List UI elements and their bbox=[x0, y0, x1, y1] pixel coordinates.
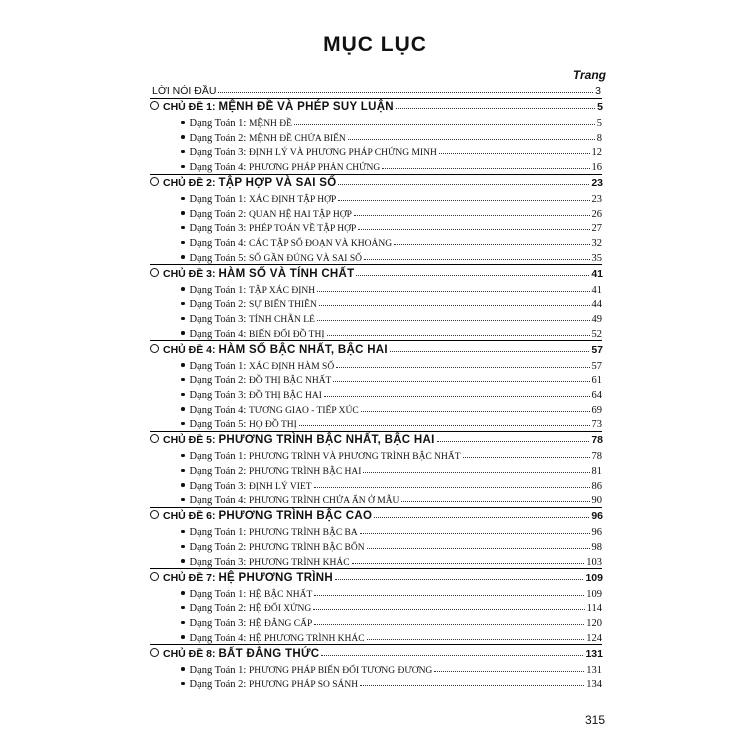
entry-page: 96 bbox=[591, 510, 603, 523]
circle-bullet-icon bbox=[150, 268, 159, 277]
entry-prefix: Dạng Toán 2: bbox=[189, 603, 247, 615]
entry-label bbox=[181, 329, 325, 340]
section-entry bbox=[181, 598, 602, 614]
entry-prefix: Dạng Toán 2: bbox=[189, 375, 247, 387]
entry-page: 23 bbox=[591, 177, 603, 190]
entry-prefix: Dạng Toán 4: bbox=[189, 238, 247, 249]
dot-bullet-icon bbox=[181, 241, 185, 245]
entry-label bbox=[181, 679, 358, 690]
entry-page: 16 bbox=[591, 162, 602, 173]
entry-page: 52 bbox=[591, 328, 602, 340]
entry-title: PHƯƠNG TRÌNH BẬC BỐN bbox=[248, 543, 365, 553]
entry-prefix: Dạng Toán 1: bbox=[189, 664, 247, 676]
dot-bullet-icon bbox=[181, 483, 185, 487]
entry-prefix: CHỦ ĐỀ 7: bbox=[163, 571, 216, 584]
section-entry bbox=[181, 218, 602, 234]
entry-page: 78 bbox=[591, 451, 602, 463]
entry-prefix: Dạng Toán 3: bbox=[189, 314, 247, 325]
entry-prefix: LỜI NÓI ĐẦU bbox=[152, 85, 217, 97]
entry-title: PHÉP TOÁN VỀ TẬP HỢP bbox=[248, 224, 357, 235]
dot-leader bbox=[367, 639, 585, 640]
entry-prefix: CHỦ ĐỀ 4: bbox=[163, 343, 216, 356]
entry-title: PHƯƠNG TRÌNH BẬC HAI bbox=[248, 467, 362, 477]
dot-bullet-icon bbox=[181, 363, 185, 367]
entry-label bbox=[150, 268, 354, 280]
dot-leader bbox=[317, 320, 590, 321]
dot-bullet-icon bbox=[181, 407, 185, 411]
dot-bullet-icon bbox=[181, 150, 185, 154]
entry-page: 61 bbox=[591, 375, 602, 387]
entry-page: 114 bbox=[586, 603, 602, 615]
entry-title: MỆNH ĐỀ bbox=[248, 119, 292, 130]
section-entry bbox=[181, 248, 602, 264]
entry-title: HỆ PHƯƠNG TRÌNH bbox=[218, 571, 334, 584]
section-entry bbox=[181, 476, 602, 492]
section-entry bbox=[181, 584, 602, 600]
section-entry bbox=[181, 414, 602, 430]
page-column-label: Trang bbox=[572, 68, 606, 82]
entry-title: PHƯƠNG TRÌNH BẬC NHẤT, BẬC HAI bbox=[218, 434, 435, 447]
entry-prefix: Dạng Toán 1: bbox=[189, 284, 247, 296]
entry-prefix: Dạng Toán 5: bbox=[189, 252, 247, 264]
section-entry bbox=[181, 370, 602, 386]
entry-prefix: CHỦ ĐỀ 6: bbox=[163, 510, 216, 523]
entry-title: PHƯƠNG TRÌNH CHỨA ẨN Ở MẪU bbox=[248, 496, 400, 507]
dot-leader bbox=[439, 153, 590, 154]
entry-title: HỆ BẬC NHẤT bbox=[248, 589, 313, 600]
dot-leader bbox=[360, 685, 584, 686]
entry-prefix: Dạng Toán 3: bbox=[189, 480, 247, 492]
dot-leader bbox=[360, 533, 590, 534]
section-entry bbox=[181, 309, 602, 325]
entry-title: TƯƠNG GIAO - TIẾP XÚC bbox=[248, 405, 359, 416]
dot-bullet-icon bbox=[181, 317, 185, 321]
entry-prefix: Dạng Toán 5: bbox=[189, 419, 247, 431]
entry-title: SỐ GẦN ĐÚNG VÀ SAI SỐ bbox=[248, 253, 362, 264]
dot-leader bbox=[382, 168, 589, 169]
circle-bullet-icon bbox=[150, 177, 159, 186]
entry-title: XÁC ĐỊNH TẬP HỢP bbox=[248, 195, 337, 206]
dot-leader bbox=[390, 351, 589, 352]
dot-leader bbox=[327, 335, 590, 336]
entry-label bbox=[181, 162, 380, 173]
entry-page: 49 bbox=[591, 314, 602, 325]
entry-page: 96 bbox=[591, 527, 602, 539]
entry-label bbox=[181, 419, 297, 430]
entry-title: ĐỊNH LÝ VÀ PHƯƠNG PHÁP CHỨNG MINH bbox=[248, 148, 437, 159]
dot-leader bbox=[396, 108, 595, 109]
dot-leader bbox=[336, 367, 589, 368]
section-entry bbox=[181, 400, 602, 416]
dot-bullet-icon bbox=[181, 197, 185, 201]
dot-bullet-icon bbox=[181, 287, 185, 291]
section-entry bbox=[181, 233, 602, 249]
dot-bullet-icon bbox=[181, 559, 185, 563]
chapter-entry bbox=[150, 430, 603, 446]
entry-prefix: Dạng Toán 1: bbox=[189, 451, 247, 463]
dot-bullet-icon bbox=[181, 667, 185, 671]
dot-leader bbox=[333, 381, 589, 382]
entry-prefix: Dạng Toán 1: bbox=[189, 194, 247, 206]
dot-bullet-icon bbox=[181, 635, 185, 639]
entry-title: PHƯƠNG TRÌNH BẬC CAO bbox=[218, 510, 373, 523]
entry-title: MỆNH ĐỀ CHỨA BIẾN bbox=[248, 133, 346, 144]
section-entry bbox=[181, 385, 602, 401]
entry-title: ĐỒ THỊ BẬC NHẤT bbox=[248, 376, 332, 387]
dot-bullet-icon bbox=[181, 454, 185, 458]
chapter-entry bbox=[150, 506, 603, 522]
chapter-entry bbox=[150, 568, 603, 584]
dot-leader bbox=[319, 305, 590, 306]
chapter-entry bbox=[150, 264, 603, 280]
dot-bullet-icon bbox=[181, 469, 185, 473]
entry-label bbox=[150, 344, 388, 356]
entry-page: 90 bbox=[591, 495, 602, 507]
section-entry bbox=[181, 674, 602, 690]
dot-leader bbox=[358, 229, 589, 230]
entry-label bbox=[150, 434, 435, 446]
chapter-entry bbox=[150, 340, 603, 356]
entry-prefix: Dạng Toán 4: bbox=[189, 328, 247, 340]
entry-page: 131 bbox=[585, 647, 603, 660]
entry-page: 120 bbox=[586, 618, 602, 629]
dot-bullet-icon bbox=[181, 121, 185, 125]
dot-bullet-icon bbox=[181, 498, 185, 502]
entry-page: 5 bbox=[596, 118, 602, 130]
entry-page: 3 bbox=[595, 85, 601, 97]
dot-bullet-icon bbox=[181, 331, 185, 335]
dot-leader bbox=[313, 609, 584, 610]
entry-label bbox=[181, 557, 350, 568]
entry-page: 35 bbox=[591, 252, 602, 264]
dot-leader bbox=[367, 548, 590, 549]
dot-leader bbox=[361, 411, 590, 412]
entry-prefix: CHỦ ĐỀ 2: bbox=[163, 177, 216, 190]
entry-page: 103 bbox=[586, 556, 602, 568]
dot-bullet-icon bbox=[181, 135, 185, 139]
dot-leader bbox=[338, 184, 589, 185]
entry-prefix: CHỦ ĐỀ 8: bbox=[163, 647, 216, 660]
entry-page: 109 bbox=[585, 571, 603, 584]
entry-page: 109 bbox=[586, 588, 602, 600]
entry-prefix: Dạng Toán 3: bbox=[189, 556, 247, 568]
entry-label bbox=[150, 510, 372, 522]
dot-leader bbox=[314, 624, 584, 625]
entry-prefix: Dạng Toán 2: bbox=[189, 208, 247, 220]
circle-bullet-icon bbox=[150, 434, 159, 443]
dot-leader bbox=[338, 200, 589, 201]
dot-leader bbox=[434, 671, 584, 672]
entry-title: HỆ PHƯƠNG TRÌNH KHÁC bbox=[248, 633, 365, 644]
entry-title: BIẾN ĐỔI ĐỒ THỊ bbox=[248, 329, 325, 340]
entry-prefix: CHỦ ĐỀ 3: bbox=[163, 267, 216, 280]
dot-leader bbox=[364, 259, 590, 260]
section-entry bbox=[181, 204, 602, 220]
entry-title: PHƯƠNG PHÁP PHẢN CHỨNG bbox=[248, 163, 381, 173]
entry-page: 131 bbox=[586, 664, 602, 676]
dot-leader bbox=[314, 595, 584, 596]
entry-prefix: Dạng Toán 1: bbox=[189, 360, 247, 372]
dot-leader bbox=[321, 655, 583, 656]
dot-leader bbox=[294, 124, 595, 125]
circle-bullet-icon bbox=[150, 101, 159, 110]
intro-entry bbox=[152, 81, 601, 97]
entry-page: 8 bbox=[596, 132, 602, 144]
section-entry bbox=[181, 142, 602, 158]
entry-page: 64 bbox=[591, 390, 602, 401]
entry-page: 23 bbox=[591, 194, 602, 206]
section-entry bbox=[181, 294, 602, 310]
entry-page: 86 bbox=[591, 480, 602, 492]
entry-prefix: Dạng Toán 2: bbox=[189, 132, 247, 144]
dot-bullet-icon bbox=[181, 682, 185, 686]
entry-label bbox=[150, 648, 319, 660]
dot-bullet-icon bbox=[181, 621, 185, 625]
page-number: 315 bbox=[584, 713, 605, 727]
entry-title: TẬP XÁC ĐỊNH bbox=[248, 285, 316, 296]
dot-bullet-icon bbox=[181, 591, 185, 595]
circle-bullet-icon bbox=[150, 648, 159, 657]
entry-page: 27 bbox=[591, 223, 602, 235]
section-entry bbox=[181, 280, 602, 296]
entry-prefix: Dạng Toán 2: bbox=[189, 542, 247, 553]
entry-prefix: Dạng Toán 2: bbox=[189, 299, 247, 311]
entry-page: 98 bbox=[591, 542, 602, 553]
entry-page: 78 bbox=[591, 434, 603, 447]
entry-title: MỆNH ĐỀ VÀ PHÉP SUY LUẬN bbox=[218, 101, 394, 114]
entry-prefix: Dạng Toán 1: bbox=[189, 118, 247, 130]
entry-prefix: Dạng Toán 4: bbox=[189, 632, 247, 644]
dot-bullet-icon bbox=[181, 422, 185, 426]
section-entry bbox=[181, 522, 602, 538]
section-entry bbox=[181, 157, 602, 173]
dot-leader bbox=[437, 441, 590, 442]
entry-page: 124 bbox=[586, 632, 602, 644]
entry-page: 44 bbox=[591, 299, 602, 311]
dot-bullet-icon bbox=[181, 165, 185, 169]
entry-label bbox=[150, 177, 336, 189]
entry-label bbox=[181, 253, 362, 264]
entry-label bbox=[181, 633, 365, 644]
entry-page: 134 bbox=[586, 679, 602, 691]
section-entry bbox=[181, 461, 602, 477]
entry-prefix: Dạng Toán 2: bbox=[189, 466, 247, 477]
entry-title: PHƯƠNG PHÁP SO SÁNH bbox=[248, 680, 359, 691]
entry-title: TÍNH CHẴN LẺ bbox=[248, 315, 315, 325]
dot-leader bbox=[401, 501, 589, 502]
circle-bullet-icon bbox=[150, 344, 159, 353]
entry-title: PHƯƠNG TRÌNH VÀ PHƯƠNG TRÌNH BẬC NHẤT bbox=[248, 452, 461, 463]
entry-page: 69 bbox=[591, 404, 602, 416]
dot-leader bbox=[352, 563, 585, 564]
entry-page: 12 bbox=[591, 147, 602, 159]
dot-leader bbox=[363, 472, 589, 473]
dot-leader bbox=[218, 92, 593, 93]
section-entry bbox=[181, 537, 602, 553]
entry-page: 41 bbox=[591, 267, 603, 280]
section-entry bbox=[181, 189, 602, 205]
dot-leader bbox=[374, 517, 589, 518]
dot-leader bbox=[317, 291, 589, 292]
dot-bullet-icon bbox=[181, 545, 185, 549]
entry-title: QUAN HỆ HAI TẬP HỢP bbox=[248, 209, 352, 220]
entry-label bbox=[181, 495, 399, 506]
entry-title: SỰ BIẾN THIÊN bbox=[248, 300, 317, 311]
entry-label bbox=[150, 101, 394, 113]
entry-title: CÁC TẬP SỐ ĐOẠN VÀ KHOẢNG bbox=[248, 239, 393, 249]
dot-leader bbox=[394, 244, 589, 245]
entry-prefix: Dạng Toán 4: bbox=[189, 404, 247, 416]
entry-prefix: CHỦ ĐỀ 5: bbox=[163, 434, 216, 447]
dot-bullet-icon bbox=[181, 606, 185, 610]
entry-prefix: Dạng Toán 3: bbox=[189, 223, 247, 235]
dot-leader bbox=[348, 139, 595, 140]
circle-bullet-icon bbox=[150, 510, 159, 519]
entry-title: XÁC ĐỊNH HÀM SỐ bbox=[248, 361, 335, 372]
chapter-entry bbox=[150, 644, 603, 660]
entry-title: PHƯƠNG PHÁP BIẾN ĐỔI TƯƠNG ĐƯƠNG bbox=[248, 665, 433, 676]
entry-prefix: Dạng Toán 4: bbox=[189, 495, 247, 507]
section-entry bbox=[181, 113, 602, 129]
dot-leader bbox=[354, 215, 590, 216]
section-entry bbox=[181, 490, 602, 506]
entry-prefix: Dạng Toán 3: bbox=[189, 618, 247, 629]
dot-bullet-icon bbox=[181, 255, 185, 259]
dot-bullet-icon bbox=[181, 530, 185, 534]
entry-title: HỌ ĐỒ THỊ bbox=[248, 420, 297, 431]
section-entry bbox=[181, 628, 602, 644]
entry-page: 26 bbox=[591, 208, 602, 220]
entry-title: HỆ ĐẲNG CẤP bbox=[248, 619, 313, 629]
section-entry bbox=[181, 324, 602, 340]
section-entry bbox=[181, 613, 602, 629]
entry-prefix: Dạng Toán 4: bbox=[189, 162, 247, 173]
dot-bullet-icon bbox=[181, 393, 185, 397]
entry-prefix: Dạng Toán 1: bbox=[189, 527, 247, 539]
entry-label bbox=[150, 572, 333, 584]
entry-page: 57 bbox=[591, 360, 602, 372]
entry-prefix: Dạng Toán 2: bbox=[189, 679, 247, 691]
entry-title: PHƯƠNG TRÌNH KHÁC bbox=[248, 557, 350, 568]
entry-title: BẤT ĐẲNG THỨC bbox=[218, 647, 320, 660]
section-entry bbox=[181, 552, 602, 568]
dot-leader bbox=[335, 579, 583, 580]
dot-leader bbox=[299, 425, 590, 426]
page-title: MỤC LỤC bbox=[323, 33, 427, 56]
entry-label bbox=[152, 85, 216, 97]
dot-bullet-icon bbox=[181, 211, 185, 215]
entry-page: 73 bbox=[591, 419, 602, 431]
entry-prefix: Dạng Toán 1: bbox=[189, 588, 247, 600]
dot-leader bbox=[314, 487, 590, 488]
entry-title: ĐỒ THỊ BẬC HAI bbox=[248, 391, 322, 401]
entry-title: HỆ ĐỐI XỨNG bbox=[248, 604, 312, 615]
entry-page: 81 bbox=[591, 466, 602, 477]
entry-prefix: Dạng Toán 3: bbox=[189, 147, 247, 159]
dot-leader bbox=[324, 396, 590, 397]
entry-page: 57 bbox=[591, 343, 603, 356]
entry-title: HÀM SỐ VÀ TÍNH CHẤT bbox=[218, 267, 355, 280]
chapter-entry bbox=[150, 97, 603, 113]
section-entry bbox=[181, 356, 602, 372]
entry-title: TẬP HỢP VÀ SAI SỐ bbox=[218, 177, 337, 190]
dot-bullet-icon bbox=[181, 378, 185, 382]
section-entry bbox=[181, 446, 602, 462]
entry-prefix: CHỦ ĐỀ 1: bbox=[163, 101, 216, 114]
entry-prefix: Dạng Toán 3: bbox=[189, 390, 247, 401]
dot-bullet-icon bbox=[181, 226, 185, 230]
dot-leader bbox=[463, 457, 590, 458]
section-entry bbox=[181, 128, 602, 144]
entry-page: 41 bbox=[591, 284, 602, 296]
entry-title: HÀM SỐ BẬC NHẤT, BẬC HAI bbox=[218, 343, 388, 356]
circle-bullet-icon bbox=[150, 572, 159, 581]
entry-page: 5 bbox=[597, 101, 603, 114]
chapter-entry bbox=[150, 173, 603, 189]
dot-bullet-icon bbox=[181, 302, 185, 306]
entry-title: ĐỊNH LÝ VIET bbox=[248, 481, 312, 492]
entry-title: PHƯƠNG TRÌNH BẬC BA bbox=[248, 528, 358, 539]
section-entry bbox=[181, 660, 602, 676]
entry-page: 32 bbox=[591, 238, 602, 249]
dot-leader bbox=[356, 275, 589, 276]
